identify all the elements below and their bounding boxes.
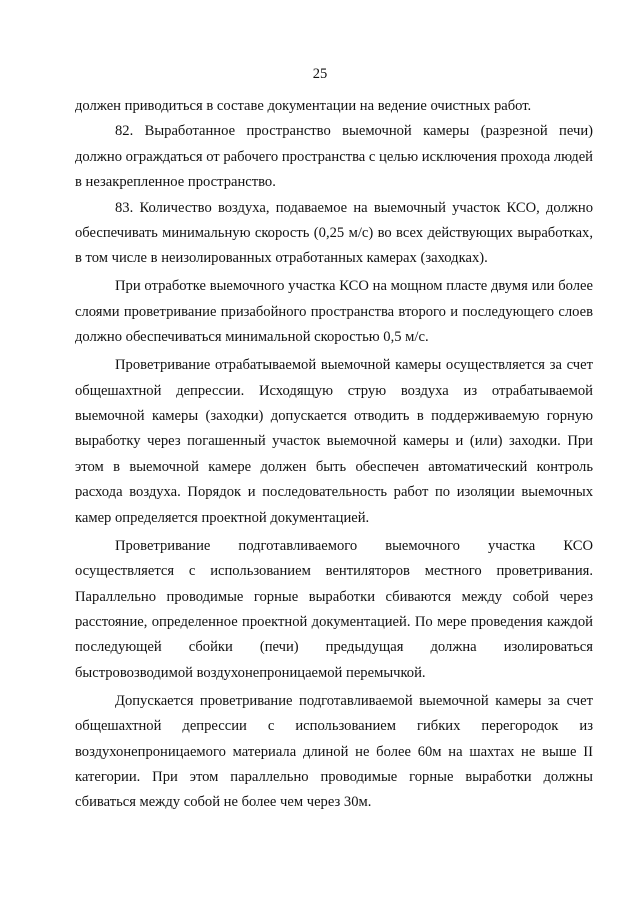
document-body [75, 94, 593, 816]
paragraph-chamber-ventilation: Проветривание отрабатываемой выемочной камеры осуществляется за счет общешахтной депрессии. Исходящую струю воздуха из отрабатываемой выемочной камеры (заходки) допускается отводить в поддерживаемую горную выработку через погашенный участок выемочной камеры и (или) заходки. При этом в выемочной камере должен быть обеспечен автоматический контроль расхода воздуха. Порядок и последовательность работ по изоляции выемочных камер определяется проектной документацией. [75, 357, 593, 526]
paragraph-continuation: должен приводиться в составе документации на ведение очистных работ. [75, 98, 532, 114]
paragraph-multilayer-ventilation: При отработке выемочного участка КСО на мощном пласте двумя или более слоями проветривание призабойного пространства второго и последующего слоев должно обеспечиваться минимальной скоростью 0,5 м/с. [75, 278, 593, 346]
paragraph-83: 83. Количество воздуха, подаваемое на выемочный участок КСО, должно обеспечивать минимальную скорость (0,25 м/с) во всех действующих выработках, в том числе в неизолированных отработанных камерах (заходках). [75, 199, 593, 267]
paragraph-prepared-section-ventilation: Проветривание подготавливаемого выемочного участка КСО осуществляется с использованием вентиляторов местного проветривания. Параллельно проводимые горные выработки сбиваются между собой через расстояние, определенное проектной документацией. По мере проведения каждой последующей сбойки (печи) предыдущая должна изолироваться быстровозводимой воздухонепроницаемой перемычкой. [75, 537, 593, 681]
page-number: 25 [312, 66, 328, 82]
paragraph-partition-ventilation: Допускается проветривание подготавливаемой выемочной камеры за счет общешахтной депрессии с использованием гибких перегородок из воздухонепроницаемого материала длиной не более 60м на шахтах не выше II категории. При этом параллельно проводимые горные выработки должны сбиваться между собой не более чем через 30м. [75, 692, 593, 811]
paragraph-82: 82. Выработанное пространство выемочной камеры (разрезной печи) должно ограждаться от рабочего пространства с целью исключения прохода людей в незакрепленное пространство. [75, 123, 593, 191]
